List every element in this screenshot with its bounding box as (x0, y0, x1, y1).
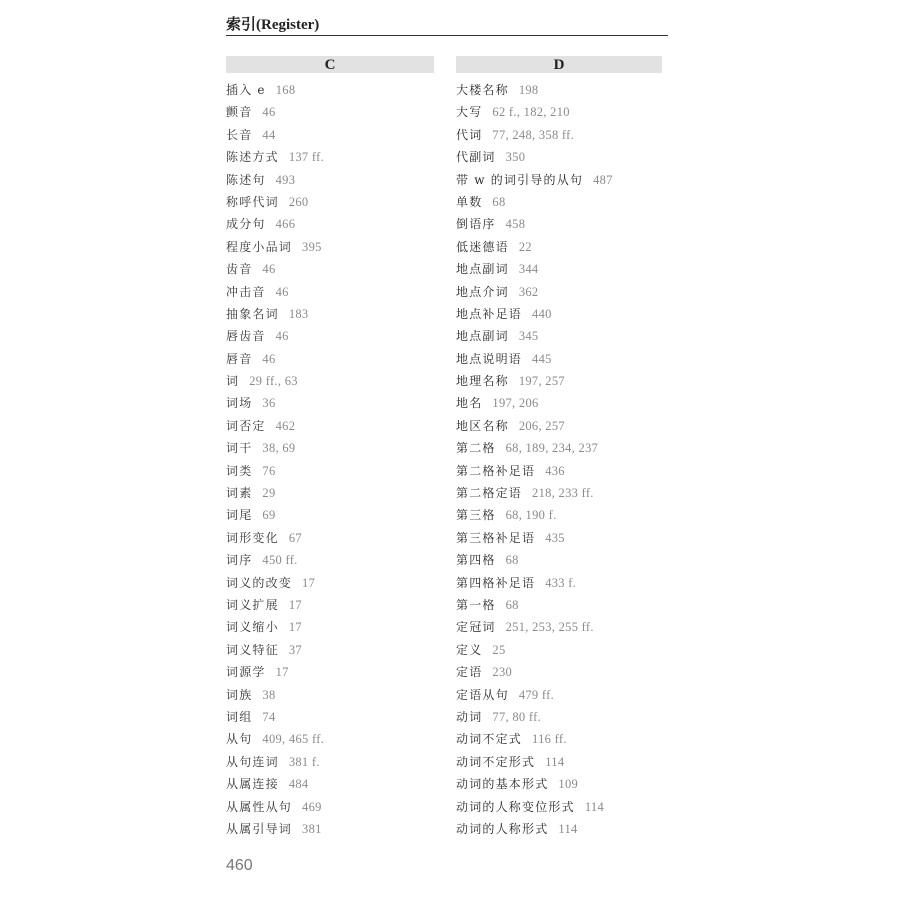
index-pages: 183 (288, 306, 309, 321)
index-entry (226, 661, 434, 683)
index-pages: 25 (492, 642, 506, 657)
index-pages: 487 (593, 172, 613, 187)
index-term: 唇齿音 (226, 329, 266, 344)
index-term: 地理名称 (456, 374, 509, 389)
index-entry (456, 549, 662, 571)
index-pages: 466 (275, 217, 296, 232)
index-entry (456, 751, 662, 773)
index-pages: 493 (275, 172, 296, 187)
index-term: 地点介词 (456, 284, 509, 299)
index-entry (456, 124, 662, 146)
index-pages: 44 (262, 127, 276, 142)
index-entry (226, 460, 434, 482)
index-term: 第四格 (456, 553, 496, 568)
index-pages: 38, 69 (262, 441, 296, 456)
index-entry (456, 303, 662, 325)
index-pages: 409, 465 ff. (262, 732, 325, 747)
index-term: 第三格补足语 (456, 530, 536, 545)
index-pages: 218, 233 ff. (532, 486, 594, 501)
index-column-d (456, 56, 662, 840)
index-pages: 68, 190 f. (505, 508, 557, 523)
index-pages: 436 (545, 463, 565, 478)
index-pages: 74 (262, 709, 276, 724)
index-entry (226, 213, 434, 235)
index-pages: 450 ff. (262, 553, 298, 568)
index-entry (226, 549, 434, 571)
header-title: 索引(Register) (226, 17, 320, 33)
index-entry (226, 392, 434, 414)
index-pages: 479 ff. (518, 687, 555, 702)
index-term: 动词不定式 (456, 732, 523, 747)
index-term: 词 (226, 374, 240, 389)
index-term: 词族 (226, 687, 253, 702)
index-pages: 77, 248, 358 ff. (492, 127, 575, 142)
running-header (226, 11, 668, 36)
index-term: 冲击音 (226, 284, 266, 299)
index-pages: 198 (518, 83, 539, 97)
index-entry (226, 191, 434, 213)
index-entry (226, 281, 434, 303)
index-entry (456, 504, 662, 526)
index-term: 第二格 (456, 441, 496, 456)
index-term: 定义 (456, 642, 483, 657)
index-term: 抽象名词 (226, 306, 279, 321)
index-entry (456, 818, 662, 840)
index-pages: 260 (288, 194, 309, 209)
index-pages: 395 (302, 239, 322, 254)
index-term: 词序 (226, 553, 253, 568)
index-term: 大写 (456, 105, 483, 120)
index-term: 称呼代词 (226, 194, 279, 209)
index-entry (226, 236, 434, 258)
index-term: 程度小品词 (226, 239, 293, 254)
index-term: 动词不定形式 (456, 754, 536, 769)
index-entry (226, 124, 434, 146)
index-pages: 350 (505, 150, 526, 165)
index-pages: 62 f., 182, 210 (492, 105, 570, 120)
entry-list-c (226, 79, 434, 840)
index-term: 词源学 (226, 665, 266, 680)
index-term: 陈述句 (226, 172, 266, 187)
index-entry (456, 101, 662, 123)
index-term: 第二格补足语 (456, 463, 536, 478)
index-pages: 36 (262, 396, 276, 411)
index-term: 齿音 (226, 262, 253, 277)
index-entry (456, 796, 662, 818)
index-column-c (226, 56, 434, 840)
index-term: 插入 e (226, 83, 266, 97)
index-entry (226, 751, 434, 773)
index-entry (226, 728, 434, 750)
index-entry (456, 213, 662, 235)
index-entry (456, 258, 662, 280)
index-term: 词场 (226, 396, 253, 411)
index-pages: 197, 257 (518, 374, 565, 389)
index-pages: 445 (532, 351, 552, 366)
index-pages: 68 (505, 597, 519, 612)
index-term: 地点副词 (456, 262, 509, 277)
index-term: 颤音 (226, 105, 253, 120)
index-entry (226, 482, 434, 504)
index-pages: 46 (262, 262, 276, 277)
index-entry (226, 437, 434, 459)
index-entry (456, 325, 662, 347)
index-entry (456, 348, 662, 370)
index-term: 动词 (456, 709, 483, 724)
index-pages: 76 (262, 463, 276, 478)
index-pages: 68 (505, 553, 519, 568)
index-entry (226, 706, 434, 728)
index-entry (456, 639, 662, 661)
index-term: 第四格补足语 (456, 575, 536, 590)
index-pages: 17 (288, 620, 302, 635)
index-term: 动词的基本形式 (456, 777, 549, 792)
index-entry (456, 594, 662, 616)
index-term: 定冠词 (456, 620, 496, 635)
index-pages: 46 (275, 284, 289, 299)
index-entry (456, 415, 662, 437)
index-term: 词义特征 (226, 642, 279, 657)
index-term: 长音 (226, 127, 253, 142)
index-term: 代副词 (456, 150, 496, 165)
index-entry (226, 169, 434, 191)
index-term: 第三格 (456, 508, 496, 523)
index-entry (226, 325, 434, 347)
index-entry (456, 169, 662, 191)
index-entry (226, 504, 434, 526)
index-term: 单数 (456, 194, 483, 209)
index-pages: 22 (518, 239, 532, 254)
index-pages: 68, 189, 234, 237 (505, 441, 599, 456)
index-term: 定语 (456, 665, 483, 680)
index-pages: 29 (262, 486, 276, 501)
index-term: 唇音 (226, 351, 253, 366)
index-term: 带 w 的词引导的从句 (456, 172, 584, 187)
index-term: 从属性从句 (226, 799, 293, 814)
index-term: 第二格定语 (456, 486, 523, 501)
index-entry (226, 594, 434, 616)
index-entry (226, 773, 434, 795)
index-term: 大楼名称 (456, 83, 509, 97)
index-pages: 46 (275, 329, 289, 344)
index-entry (226, 101, 434, 123)
section-letter-d: D (456, 56, 662, 73)
index-term: 定语从句 (456, 687, 509, 702)
index-pages: 435 (545, 530, 565, 545)
index-pages: 206, 257 (518, 418, 565, 433)
index-pages: 67 (288, 530, 302, 545)
index-pages: 116 ff. (532, 732, 567, 747)
index-term: 地点副词 (456, 329, 509, 344)
index-entry (456, 482, 662, 504)
index-term: 词干 (226, 441, 253, 456)
index-term: 词组 (226, 709, 253, 724)
index-entry (226, 303, 434, 325)
index-pages: 362 (518, 284, 539, 299)
index-term: 词尾 (226, 508, 253, 523)
index-entry (226, 572, 434, 594)
index-pages: 440 (532, 306, 552, 321)
index-entry (456, 146, 662, 168)
index-entry (456, 370, 662, 392)
index-pages: 168 (275, 83, 296, 97)
index-entry (226, 616, 434, 638)
index-entry (456, 437, 662, 459)
index-entry (456, 616, 662, 638)
index-entry (456, 706, 662, 728)
index-term: 陈述方式 (226, 150, 279, 165)
index-pages: 469 (302, 799, 322, 814)
index-pages: 46 (262, 351, 276, 366)
index-pages: 345 (518, 329, 539, 344)
index-entry (456, 191, 662, 213)
index-term: 词形变化 (226, 530, 279, 545)
index-term: 地名 (456, 396, 483, 411)
index-pages: 114 (584, 799, 604, 814)
index-entry (456, 572, 662, 594)
index-term: 词义扩展 (226, 597, 279, 612)
index-pages: 17 (275, 665, 289, 680)
index-pages: 381 (302, 821, 322, 836)
index-term: 代词 (456, 127, 483, 142)
index-entry (226, 258, 434, 280)
index-entry (456, 281, 662, 303)
index-term: 地区名称 (456, 418, 509, 433)
index-term: 地点说明语 (456, 351, 523, 366)
index-entry (456, 684, 662, 706)
index-entry (456, 728, 662, 750)
index-entry (226, 415, 434, 437)
index-entry (456, 773, 662, 795)
index-term: 动词的人称形式 (456, 821, 549, 836)
index-pages: 251, 253, 255 ff. (505, 620, 594, 635)
index-entry (456, 79, 662, 101)
index-entry (226, 79, 434, 101)
index-pages: 38 (262, 687, 276, 702)
index-term: 从属引导词 (226, 821, 293, 836)
index-pages: 462 (275, 418, 296, 433)
index-pages: 230 (492, 665, 513, 680)
index-entry (226, 818, 434, 840)
index-term: 第一格 (456, 597, 496, 612)
index-pages: 109 (558, 777, 579, 792)
index-pages: 433 f. (545, 575, 577, 590)
index-pages: 458 (505, 217, 526, 232)
index-pages: 69 (262, 508, 276, 523)
index-entry (226, 527, 434, 549)
index-pages: 17 (288, 597, 302, 612)
index-term: 词否定 (226, 418, 266, 433)
index-pages: 37 (288, 642, 302, 657)
index-pages: 137 ff. (288, 150, 325, 165)
index-entry (226, 639, 434, 661)
index-pages: 46 (262, 105, 276, 120)
index-term: 词素 (226, 486, 253, 501)
index-entry (456, 661, 662, 683)
index-term: 动词的人称变位形式 (456, 799, 575, 814)
index-pages: 68 (492, 194, 506, 209)
index-entry (226, 348, 434, 370)
entry-list-d (456, 79, 662, 840)
index-term: 从属连接 (226, 777, 279, 792)
index-pages: 17 (302, 575, 316, 590)
index-term: 地点补足语 (456, 306, 523, 321)
index-pages: 344 (518, 262, 539, 277)
section-letter-c: C (226, 56, 434, 73)
index-term: 从句 (226, 732, 253, 747)
index-term: 从句连词 (226, 754, 279, 769)
index-pages: 197, 206 (492, 396, 539, 411)
index-pages: 381 f. (288, 754, 320, 769)
index-entry (456, 527, 662, 549)
index-entry (226, 684, 434, 706)
index-entry (456, 392, 662, 414)
index-entry (226, 796, 434, 818)
index-term: 词义缩小 (226, 620, 279, 635)
index-term: 成分句 (226, 217, 266, 232)
index-entry (226, 146, 434, 168)
index-entry (456, 236, 662, 258)
index-term: 低迷德语 (456, 239, 509, 254)
index-term: 词类 (226, 463, 253, 478)
index-pages: 114 (545, 754, 565, 769)
index-term: 词义的改变 (226, 575, 293, 590)
index-pages: 77, 80 ff. (492, 709, 542, 724)
index-term: 倒语序 (456, 217, 496, 232)
index-entry (226, 370, 434, 392)
index-pages: 114 (558, 821, 578, 836)
page-number: 460 (226, 857, 253, 874)
index-pages: 29 ff., 63 (249, 374, 298, 389)
index-entry (456, 460, 662, 482)
index-pages: 484 (288, 777, 309, 792)
